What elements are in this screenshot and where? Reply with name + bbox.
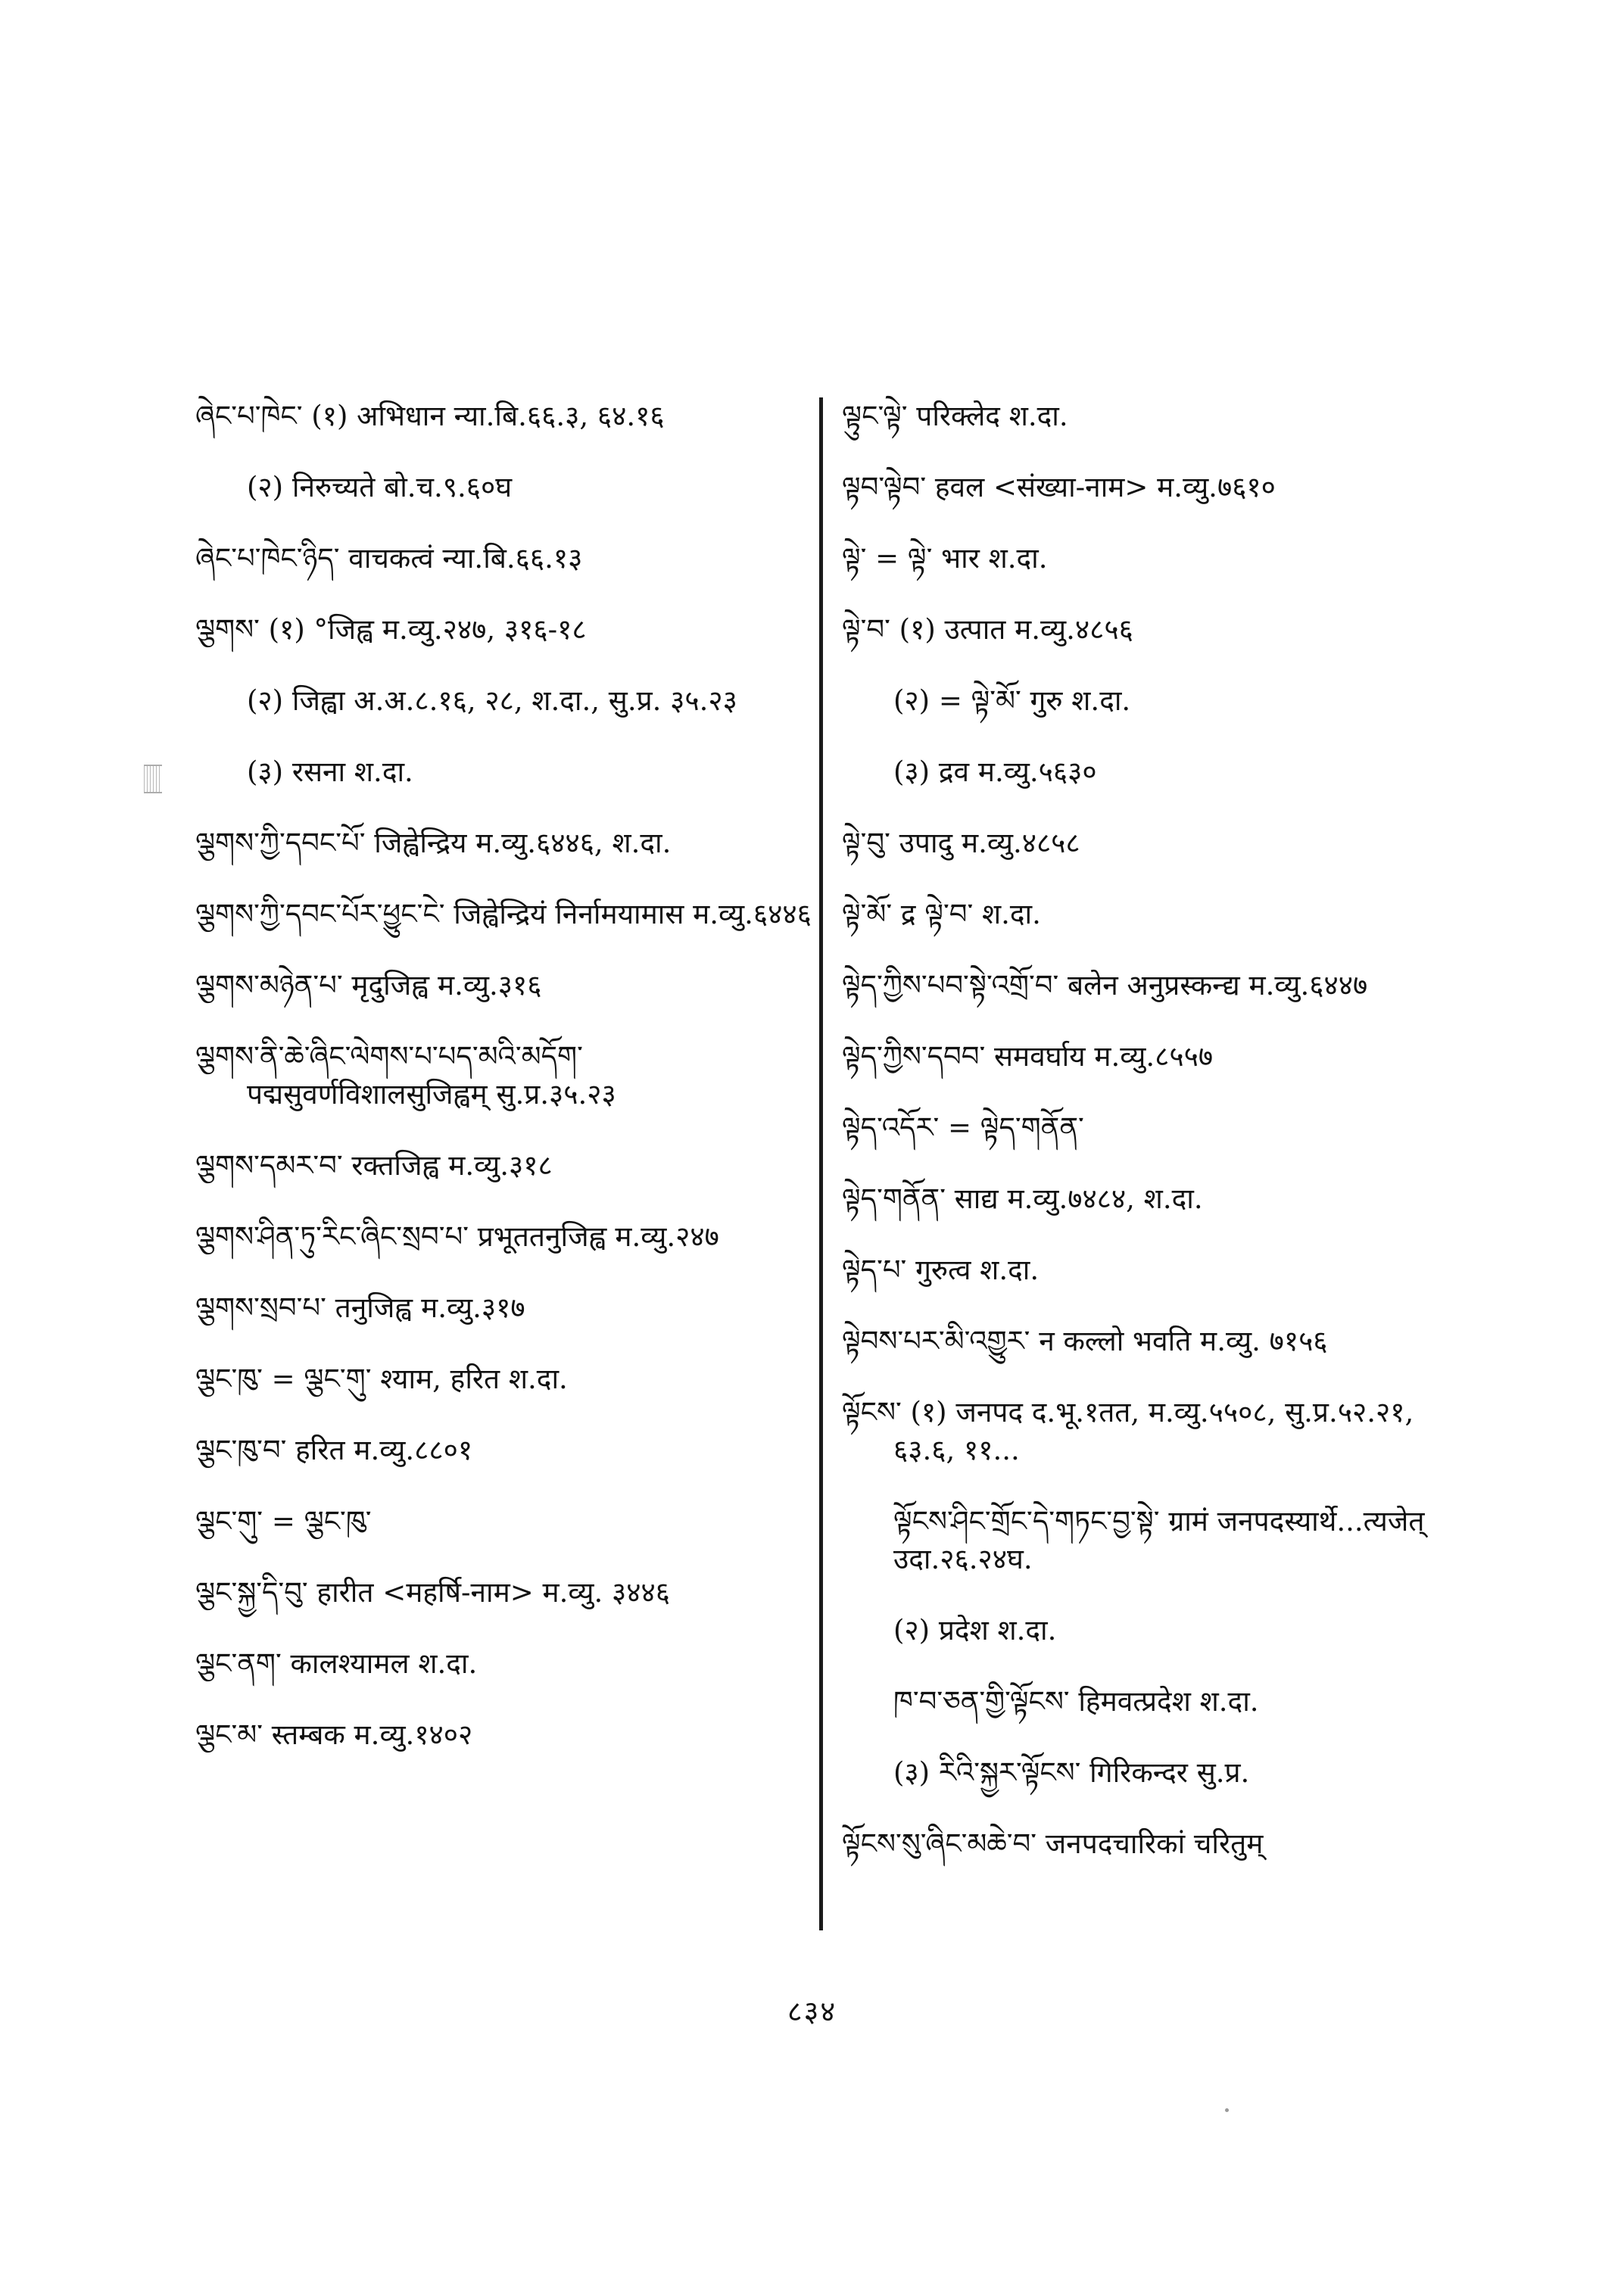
dictionary-entry: ལྟེ་ = ལྟེ་ भार श.दा. (842, 542, 1048, 575)
dictionary-entry: ལྟོངས་ཤིང་གྲོང་དེ་གཏང་བྱ་སྟེ་ ग्रामं जनपदस्यार्थे...त्यजेत् उदा.२६.२४घ. (893, 1505, 1425, 1575)
dictionary-entry: (२) प्रदेश श.दा. (893, 1614, 1057, 1647)
dictionary-entry: ལྕགས་ནི་ཆེ་ཞིང་ལེགས་པ་པད་མའི་མདོག་ पद्मसुवर्णविशालसुजिह्वम् सु.प्र.३५.२३ (195, 1040, 616, 1111)
dictionary-entry: ལྕང་སྐྱ་དི་བུ་ हारीत <महर्षि-नाम> म.व्यु. ३४४६ (195, 1576, 670, 1609)
dictionary-entry: ལྟེ་བུ་ उपादु म.व्यु.४८५८ (842, 827, 1080, 859)
dictionary-entry: ལྟེད་གནོན་ साद्य म.व्यु.७४८४, श.दा. (842, 1182, 1203, 1215)
dictionary-entry: (२) = ལྟེ་མོ་ गुरु श.दा. (893, 684, 1131, 717)
margin-edge-marks (144, 765, 162, 793)
dictionary-entry: (३) द्रव म.व्यु.५६३० (893, 756, 1097, 788)
dictionary-entry: ལྟབ་ལྟེབ་ हवल <संख्या-नाम> म.व्यु.७६१० (842, 471, 1276, 503)
dictionary-entry: ལྟེ་བ་ (१) उत्पात म.व्यु.४८५६ (842, 613, 1133, 646)
dictionary-entry: ལྕང་ཁུ་ = ལྕང་གུ་ श्याम, हरित श.दा. (195, 1363, 568, 1395)
dictionary-entry: ལྕང་མ་ स्तम्बक म.व्यु.१४०२ (195, 1718, 473, 1751)
dictionary-entry: ལྟོངས་ (१) जनपद द.भू.१तत, म.व्यु.५५०८, सु.प्र.५२.२१, ६३.६, ११... (842, 1396, 1414, 1466)
page-number: ८३४ (787, 1995, 837, 2028)
dictionary-entry: ལྕགས་སྲབ་པ་ तनुजिह्व म.व्यु.३१७ (195, 1291, 525, 1324)
dictionary-entry: ཞེང་པ་ཁེང་ཉིད་ वाचकत्वं न्या.बि.६६.१३ (195, 542, 583, 575)
dictionary-entry: ལྟེབས་པར་མི་འགྱུར་ न कल्लो भवति म.व्यु. ७१५६ (842, 1325, 1328, 1357)
dictionary-entry: ལྟེ་མོ་ द्र ལྟེ་བ་ श.दा. (842, 898, 1041, 930)
paper-speck (1225, 2108, 1229, 2112)
dictionary-entry: ལྕང་གུ་ = ལྕང་ཁུ་ (195, 1505, 372, 1537)
left-column (195, 397, 816, 1787)
dictionary-entry: ལྕང་ཁུ་བ་ हरित म.व्यु.८८०१ (195, 1434, 473, 1466)
dictionary-entry: ལྕགས་དམར་བ་ रक्तजिह्व म.व्यु.३१८ (195, 1149, 553, 1182)
right-column (842, 397, 1463, 1896)
dictionary-entry: ལྟེད་ཀྱིས་པབ་སྟེ་འགྲོ་བ་ बलेन अनुप्रस्कन्द्य म.व्यु.६४४७ (842, 969, 1368, 1002)
dictionary-entry: ལྟོངས་སུ་ཞིང་མཆེ་བ་ जनपदचारिकां चरितुम् (842, 1827, 1264, 1860)
dictionary-entry: ལྕང་ནག་ कालश्यामल श.दा. (195, 1647, 478, 1680)
dictionary-entry: ལྟེད་འདོར་ = ལྟེད་གནོན་ (842, 1111, 1084, 1144)
dictionary-entry: ཁ་བ་ཅན་གྱི་ལྟོངས་ हिमवत्प्रदेश श.दा. (893, 1685, 1259, 1718)
dictionary-entry: ལྕགས་ཀྱི་དབང་པོ་ जिह्वेन्द्रिय म.व्यु.६४४६, श.दा. (195, 827, 672, 859)
dictionary-entry: ལྕགས་ (१) °जिह्व म.व्यु.२४७, ३१६-१८ (195, 613, 587, 646)
dictionary-entry: ལྟེད་ཀྱིས་དབབ་ समवर्घाय म.व्यु.८५५७ (842, 1040, 1214, 1073)
dictionary-entry: (२) जिह्वा अ.अ.८.१६, २८, श.दा., सु.प्र. ३५.२३ (247, 684, 737, 717)
dictionary-entry: ལྕགས་མཉེན་པ་ मृदुजिह्व म.व्यु.३१६ (195, 969, 542, 1002)
dictionary-entry: ཞེང་པ་ཁེང་ (१) अभिधान न्या.बि.६६.३, ६४.१६ (195, 400, 665, 432)
dictionary-entry: ལྕགས་ཀྱི་དབང་པོར་ཕྱུང་ངེ་ जिह्वेन्द्रियं निर्नामयामास म.व्यु.६४४६ (195, 898, 812, 930)
dictionary-entry: ལྕགས་ཤིན་ཏུ་རིང་ཞིང་སྲབ་པ་ प्रभूततनुजिह्व म.व्यु.२४७ (195, 1220, 719, 1253)
dictionary-entry: (३) रसना श.दा. (247, 756, 413, 788)
dictionary-entry: (३) རིའི་སྐྱར་ལྟོངས་ गिरिकन्दर सु.प्र. (893, 1756, 1250, 1789)
dictionary-entry: (२) निरुच्यते बो.च.९.६०घ (247, 471, 513, 503)
dictionary-entry: ལྟེད་པ་ गुरुत्व श.दा. (842, 1254, 1040, 1286)
column-divider (819, 397, 823, 1930)
dictionary-entry: ལྟུང་ལྟེ་ परिक्लेद श.दा. (842, 400, 1068, 432)
